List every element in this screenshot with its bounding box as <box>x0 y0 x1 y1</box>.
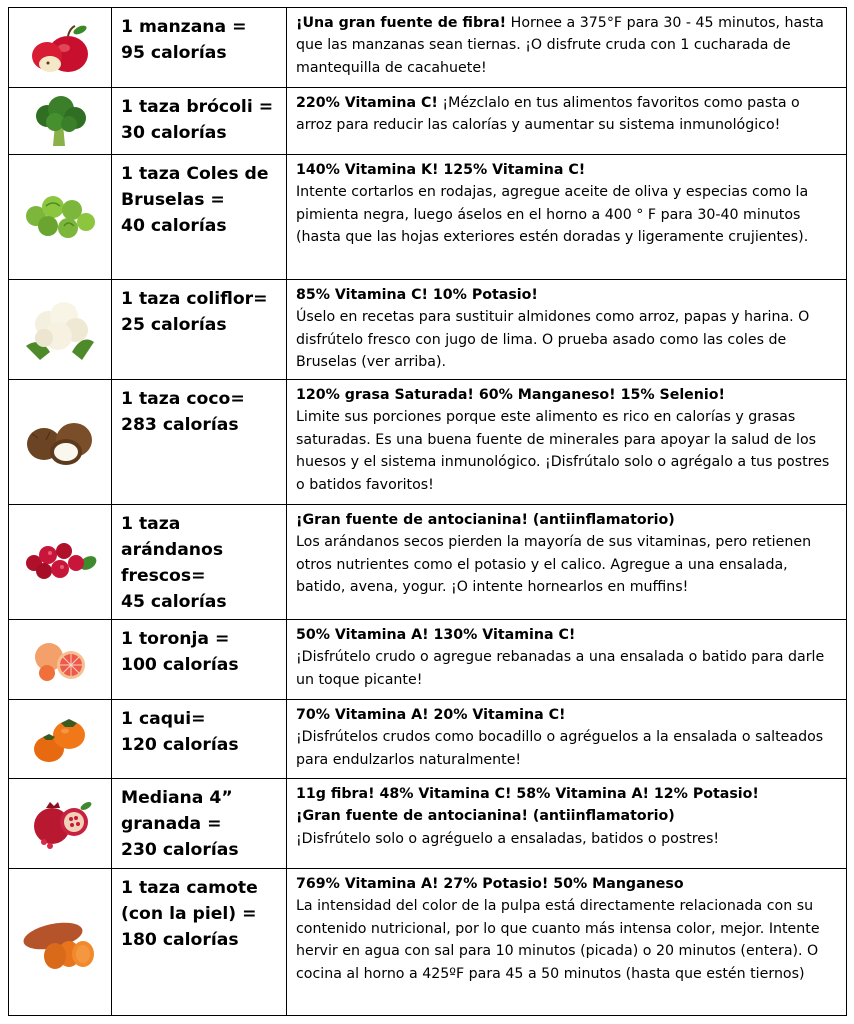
table-row <box>9 779 847 869</box>
food-description <box>287 700 847 779</box>
description-text: Hornee a 375°F para 30 - 45 minutos, hasta que las manzanas sean tiernas. ¡O disfrute cruda con 1 cucharada de mantequilla de cacahuete! <box>296 15 824 76</box>
food-name <box>112 88 287 155</box>
table-row <box>9 380 847 505</box>
food-name <box>112 8 287 88</box>
persimmon-cell <box>9 700 112 779</box>
food-description <box>287 380 847 505</box>
nutrient-highlight: 769% Vitamina A! 27% Potasio! 50% Manganeso <box>296 876 684 892</box>
table-row <box>9 155 847 280</box>
pomegranate-icon <box>22 794 98 854</box>
description-text: Úselo en recetas para sustituir almidones como arroz, papas y harina. O disfrútelo fresco con jugo de lima. O prueba asado como las coles de Bruselas (ver arriba). <box>296 309 810 371</box>
table-row <box>9 505 847 620</box>
persimmon-icon <box>25 709 95 769</box>
description-text: ¡Disfrútelo solo o agréguelo a ensaladas, batidos o postres! <box>296 830 720 847</box>
nutrient-highlight: 70% Vitamina A! 20% Vitamina C! <box>296 707 566 723</box>
table-row <box>9 88 847 155</box>
food-name-text: Mediana 4” granada = 230 calorías <box>121 788 239 860</box>
description-text: Intente cortarlos en rodajas, agregue aceite de oliva y especias como la pimienta negra, luego áselos en el horno a 400 ° F para 30-40 minutos (hasta que las hojas exteriores estén doradas y ligeramente crujientes). <box>296 184 809 246</box>
food-description <box>287 869 847 1016</box>
sweet-potato-icon <box>19 912 101 972</box>
table-row <box>9 280 847 380</box>
description-text: ¡Disfrútelos crudos como bocadillo o agréguelos a la ensalada o salteados para endulzarlos naturalmente! <box>296 729 824 768</box>
food-name-text: 1 toronja = 100 calorías <box>121 629 239 675</box>
food-name <box>112 869 287 1016</box>
brussels-sprouts-cell <box>9 155 112 280</box>
food-name-text: 1 taza Coles de Bruselas = 40 calorías <box>121 164 269 236</box>
cauliflower-icon <box>20 296 100 364</box>
description-text: La intensidad del color de la pulpa está directamente relacionada con su contenido nutricional, por lo que cuanto más intensa color, mejor. Intente hervir en agua con sal para 10 minutos (picada) o 20 minutos (entera). O cocina al horno a 425ºF para 45 a 50 minutos (hasta que estén tiernos) <box>296 898 820 982</box>
nutrient-highlight: ¡Gran fuente de antocianina! (antiinflamatorio) <box>296 512 675 528</box>
food-name <box>112 779 287 869</box>
apple-cell <box>9 8 112 88</box>
food-name-text: 1 manzana = 95 calorías <box>121 17 247 63</box>
table-row <box>9 700 847 779</box>
sweet-potato-cell <box>9 869 112 1016</box>
description-text: Limite sus porciones porque este alimento es rico en calorías y grasas saturadas. Es una buena fuente de minerales para apoyar la salud de los huesos y el sistema inmunológico. ¡Disfrútalo solo o agrégalo a tus postres o batidos favoritos! <box>296 409 830 493</box>
table-row <box>9 869 847 1016</box>
food-name-text: 1 taza camote (con la piel) = 180 calorías <box>121 878 258 950</box>
nutrient-highlight: 50% Vitamina A! 130% Vitamina C! <box>296 627 576 643</box>
food-name <box>112 380 287 505</box>
food-description <box>287 505 847 620</box>
coconut-cell <box>9 380 112 505</box>
nutrient-highlight: 140% Vitamina K! 125% Vitamina C! <box>296 162 586 178</box>
food-name-text: 1 taza coco= 283 calorías <box>121 389 245 435</box>
food-name-text: 1 caqui= 120 calorías <box>121 709 239 755</box>
table-row <box>9 620 847 700</box>
food-description <box>287 88 847 155</box>
coconut-icon <box>20 412 100 472</box>
nutrient-highlight: 11g fibra! 48% Vitamina C! 58% Vitamina A! 12% Potasio! <box>296 786 759 802</box>
broccoli-icon <box>25 94 95 149</box>
food-name-text: 1 taza brócoli = 30 calorías <box>121 97 274 143</box>
food-name <box>112 700 287 779</box>
food-name-text: 1 taza coliflor= 25 calorías <box>121 289 268 335</box>
description-text: ¡Disfrútelo crudo o agregue rebanadas a una ensalada o batido para darle un toque picante! <box>296 649 825 688</box>
nutrient-highlight: 85% Vitamina C! 10% Potasio! <box>296 287 538 303</box>
description-text: Los arándanos secos pierden la mayoría de sus vitaminas, pero retienen otros nutrientes como el potasio y el calico. Agregue a una ensalada, batido, avena, yogur. ¡O intente hornearlos en muffins! <box>296 534 812 596</box>
grapefruit-icon <box>25 635 95 685</box>
food-description <box>287 779 847 869</box>
food-name-text: 1 taza arándanos frescos= 45 calorías <box>121 514 227 612</box>
nutrient-highlight: 220% Vitamina C! <box>296 95 438 111</box>
broccoli-cell <box>9 88 112 155</box>
nutrition-table <box>8 7 847 1016</box>
food-description <box>287 155 847 280</box>
brussels-sprouts-icon <box>20 192 100 242</box>
nutrient-highlight: ¡Una gran fuente de fibra! <box>296 15 507 31</box>
food-description <box>287 620 847 700</box>
food-name <box>112 280 287 380</box>
description-text: ¡Mézclalo en tus alimentos favoritos como pasta o arroz para reducir las calorías y aumentar su sistema inmunológico! <box>296 95 800 134</box>
apple-icon <box>20 18 100 78</box>
food-description <box>287 8 847 88</box>
nutrient-highlight: 120% grasa Saturada! 60% Manganeso! 15% Selenio! <box>296 387 725 403</box>
food-name <box>112 505 287 620</box>
cranberries-icon <box>20 537 100 587</box>
grapefruit-cell <box>9 620 112 700</box>
food-name <box>112 155 287 280</box>
cauliflower-cell <box>9 280 112 380</box>
food-description <box>287 280 847 380</box>
pomegranate-cell <box>9 779 112 869</box>
food-name <box>112 620 287 700</box>
nutrient-highlight-secondary: ¡Gran fuente de antocianina! (antiinflamatorio) <box>296 808 675 825</box>
table-row <box>9 8 847 88</box>
cranberries-cell <box>9 505 112 620</box>
